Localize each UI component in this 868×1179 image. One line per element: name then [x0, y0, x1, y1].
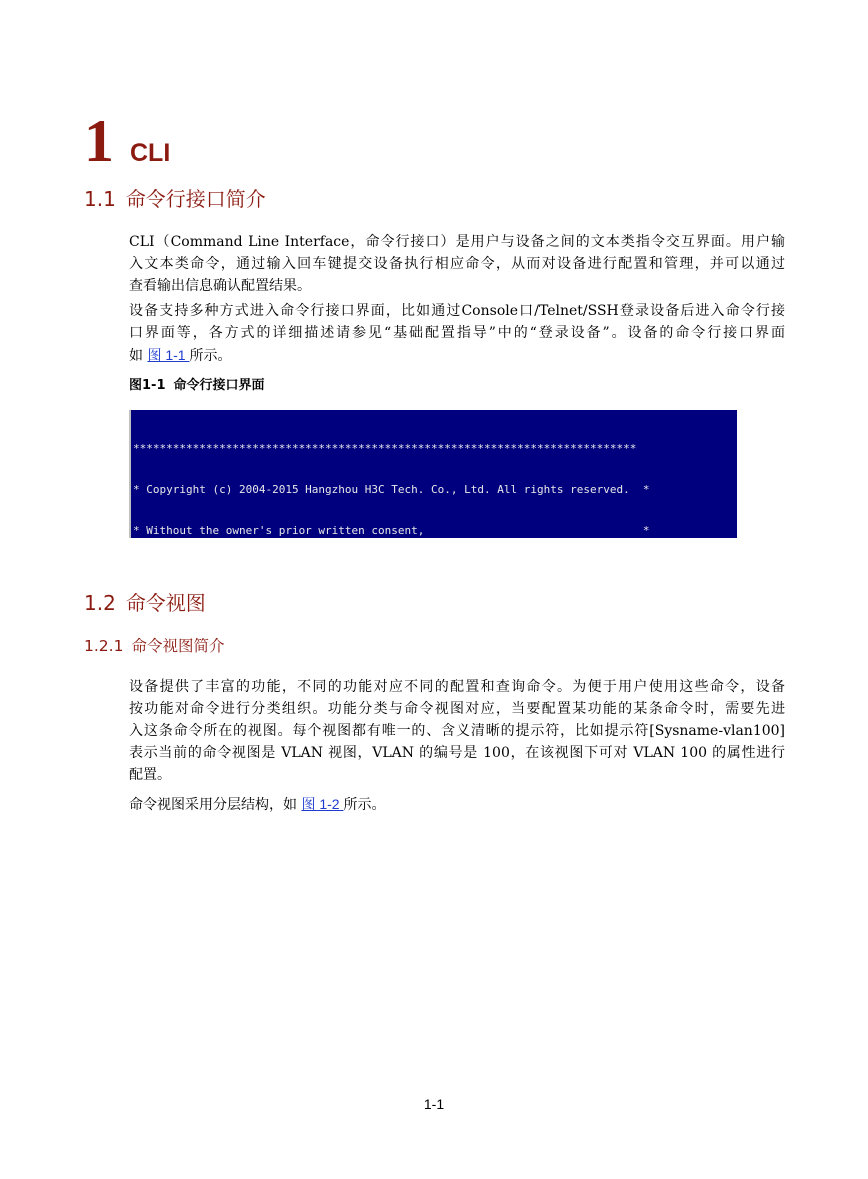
paragraph-line: 表示当前的命令视图是 VLAN 视图，VLAN 的编号是 100，在该视图下可对 VLAN 100 的属性进行 [129, 745, 785, 761]
hierarchy-paragraph [129, 793, 785, 816]
section-heading-1-2 [84, 590, 206, 616]
page-number: 1-1 [423, 1096, 445, 1112]
paragraph-line: 入文本类命令，通过输入回车键提交设备执行相应命令，从而对设备进行配置和管理，并可以通过 [129, 256, 785, 272]
section-number: 1.1 [84, 187, 116, 211]
paragraph-line: 口界面等，各方式的详细描述请参见“基础配置指导”中的“登录设备”。设备的命令行接口界面 [129, 325, 785, 341]
chapter-number: 1 [84, 108, 114, 174]
chapter-title: CLI [130, 139, 171, 167]
intro-paragraph [129, 231, 785, 297]
section-number: 1.2 [84, 591, 116, 615]
access-paragraph [129, 300, 785, 367]
figure-1-2-link[interactable]: 图 1-2 [301, 796, 344, 812]
paragraph-line [129, 344, 785, 367]
console-line: * Without the owner's prior written consent, * [133, 524, 650, 538]
subsection-number: 1.2.1 [84, 637, 124, 655]
text-suffix: 所示。 [189, 348, 232, 364]
figure-title: 命令行接口界面 [173, 378, 265, 393]
figure-number: 图1-1 [129, 378, 166, 393]
text-prefix: 如 [129, 348, 148, 364]
subsection-heading-1-2-1 [84, 635, 224, 657]
figure-1-1-link[interactable]: 图 1-1 [147, 347, 190, 363]
paragraph-line: 设备提供了丰富的功能，不同的功能对应不同的配置和查询命令。为便于用户使用这些命令，设备 [129, 679, 785, 695]
chapter-heading [84, 108, 170, 174]
section-title: 命令视图 [125, 591, 206, 615]
figure-caption [129, 377, 265, 395]
console-line: * Copyright (c) 2004-2015 Hangzhou H3C Tech. Co., Ltd. All rights reserved. * [133, 482, 650, 496]
paragraph-line: 查看输出信息确认配置结果。 [129, 278, 311, 294]
section-title: 命令行接口简介 [125, 187, 266, 211]
subsection-title: 命令视图简介 [131, 637, 225, 655]
paragraph-line: 配置。 [129, 767, 171, 783]
console-line: **************************************************************************** [133, 441, 637, 455]
text-prefix: 命令视图采用分层结构，如 [129, 797, 302, 813]
paragraph-line: 设备支持多种方式进入命令行接口界面，比如通过Console口/Telnet/SSH登录设备后进入命令行接 [129, 303, 785, 319]
cli-console-screenshot [129, 410, 737, 538]
paragraph-line [129, 793, 785, 816]
section-heading-1-1 [84, 186, 266, 212]
paragraph-line: 按功能对命令进行分类组织。功能分类与命令视图对应，当要配置某功能的某条命令时，需要先进 [129, 701, 785, 717]
paragraph-line: 入这条命令所在的视图。每个视图都有唯一的、含义清晰的提示符，比如提示符[Sysname-vlan100] [129, 723, 785, 739]
command-view-paragraph [129, 676, 785, 786]
text-suffix: 所示。 [343, 797, 386, 813]
paragraph-line: CLI（Command Line Interface，命令行接口）是用户与设备之间的文本类指令交互界面。用户输 [129, 234, 785, 250]
